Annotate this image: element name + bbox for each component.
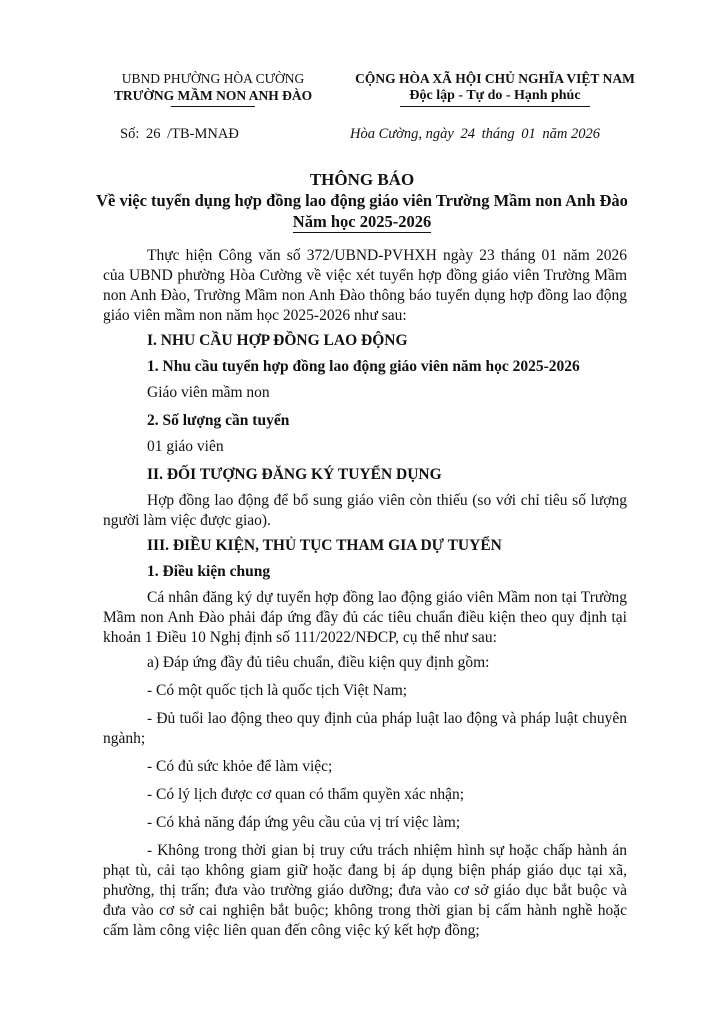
agency-name: TRƯỜNG MẦM NON ANH ĐÀO [113, 88, 313, 103]
school-year-text: Năm học 2025-2026 [292, 212, 432, 231]
section-2-heading: II. ĐỐI TƯỢNG ĐĂNG KÝ TUYỂN DỤNG [147, 466, 442, 483]
document-body [103, 246, 627, 949]
country-name: CỘNG HÒA XÃ HỘI CHỦ NGHĨA VIỆT NAM [355, 71, 635, 86]
list-item: - Có lý lịch được cơ quan có thẩm quyền xác nhận; [147, 786, 465, 803]
section-1-2-text: 01 giáo viên [147, 438, 224, 455]
section-3-1-text: Cá nhân đăng ký dự tuyển hợp đồng lao động giáo viên Mầm non tại Trường Mầm non Anh Đào phải đáp ứng đầy đủ các tiêu chuẩn điều kiện theo quy định tại khoản 1 Điều 10 Nghị định số 111/2022/NĐCP, cụ thể như sau: [103, 589, 627, 646]
section-2-text: Hợp đồng lao động để bổ sung giáo viên còn thiếu (so với chỉ tiêu số lượng người làm việc được giao). [103, 492, 627, 529]
number-value: 26 [145, 126, 161, 142]
issuing-agency [100, 70, 326, 107]
number-prefix: Số: [120, 126, 140, 142]
date-place: Hòa Cường, ngày [350, 126, 454, 142]
date-month: 01 [521, 126, 536, 142]
section-1-1-text: Giáo viên mầm non [147, 384, 270, 401]
number-suffix: /TB-MNAĐ [167, 126, 239, 142]
doc-title: THÔNG BÁO [309, 170, 415, 189]
motto-underline [400, 106, 590, 107]
section-1-2-heading: 2. Số lượng cần tuyển [147, 412, 290, 429]
date-day: 24 [460, 126, 475, 142]
list-item: - Có một quốc tịch là quốc tịch Việt Nam; [147, 682, 408, 699]
list-item: - Đủ tuổi lao động theo quy định của pháp luật lao động và pháp luật chuyên ngành; [103, 710, 627, 747]
date-year: năm 2026 [542, 126, 600, 142]
doc-school-year [0, 212, 724, 232]
list-item: - Không trong thời gian bị truy cứu trách nhiệm hình sự hoặc chấp hành án phạt tù, cải tạo không giam giữ hoặc đang bị áp dụng biện pháp giáo dục tại xã, phường, thị trấn; đưa vào trường giáo dưỡng; đưa vào cơ sở giáo dục bắt buộc và đưa vào cơ sở cai nghiện bắt buộc; không trong thời gian bị cấm hành nghề hoặc cấm làm công việc liên quan đến công việc ký kết hợp đồng; [103, 842, 627, 939]
national-motto [330, 70, 660, 107]
motto: Độc lập - Tự do - Hạnh phúc [409, 88, 581, 103]
list-item: - Có khả năng đáp ứng yêu cầu của vị trí việc làm; [147, 814, 461, 831]
document-number [120, 126, 239, 143]
date-month-label: tháng [481, 126, 515, 142]
item-a: a) Đáp ứng đầy đủ tiêu chuẩn, điều kiện quy định gồm: [147, 654, 490, 671]
agency-parent: UBND PHƯỜNG HÒA CƯỜNG [121, 71, 305, 86]
list-item: - Có đủ sức khỏe để làm việc; [147, 758, 333, 775]
section-3-1-heading: 1. Điều kiện chung [147, 563, 271, 580]
document-date [350, 126, 600, 143]
agency-underline [171, 106, 255, 107]
intro-paragraph: Thực hiện Công văn số 372/UBND-PVHXH ngày 23 tháng 01 năm 2026 của UBND phường Hòa Cường về việc xét tuyển hợp đồng giáo viên Trường Mầm non Anh Đào, Trường Mầm non Anh Đào thông báo tuyển dụng hợp đồng lao động giáo viên mầm non năm học 2025-2026 như sau: [103, 247, 627, 324]
section-3-heading: III. ĐIỀU KIỆN, THỦ TỤC THAM GIA DỰ TUYỂN [147, 537, 502, 554]
section-1-1-heading: 1. Nhu cầu tuyển hợp đồng lao động giáo viên năm học 2025-2026 [147, 358, 580, 375]
doc-subtitle: Về việc tuyển dụng hợp đồng lao động giáo viên Trường Mầm non Anh Đào [96, 191, 628, 210]
section-1-heading: I. NHU CẦU HỢP ĐỒNG LAO ĐỘNG [147, 332, 408, 349]
